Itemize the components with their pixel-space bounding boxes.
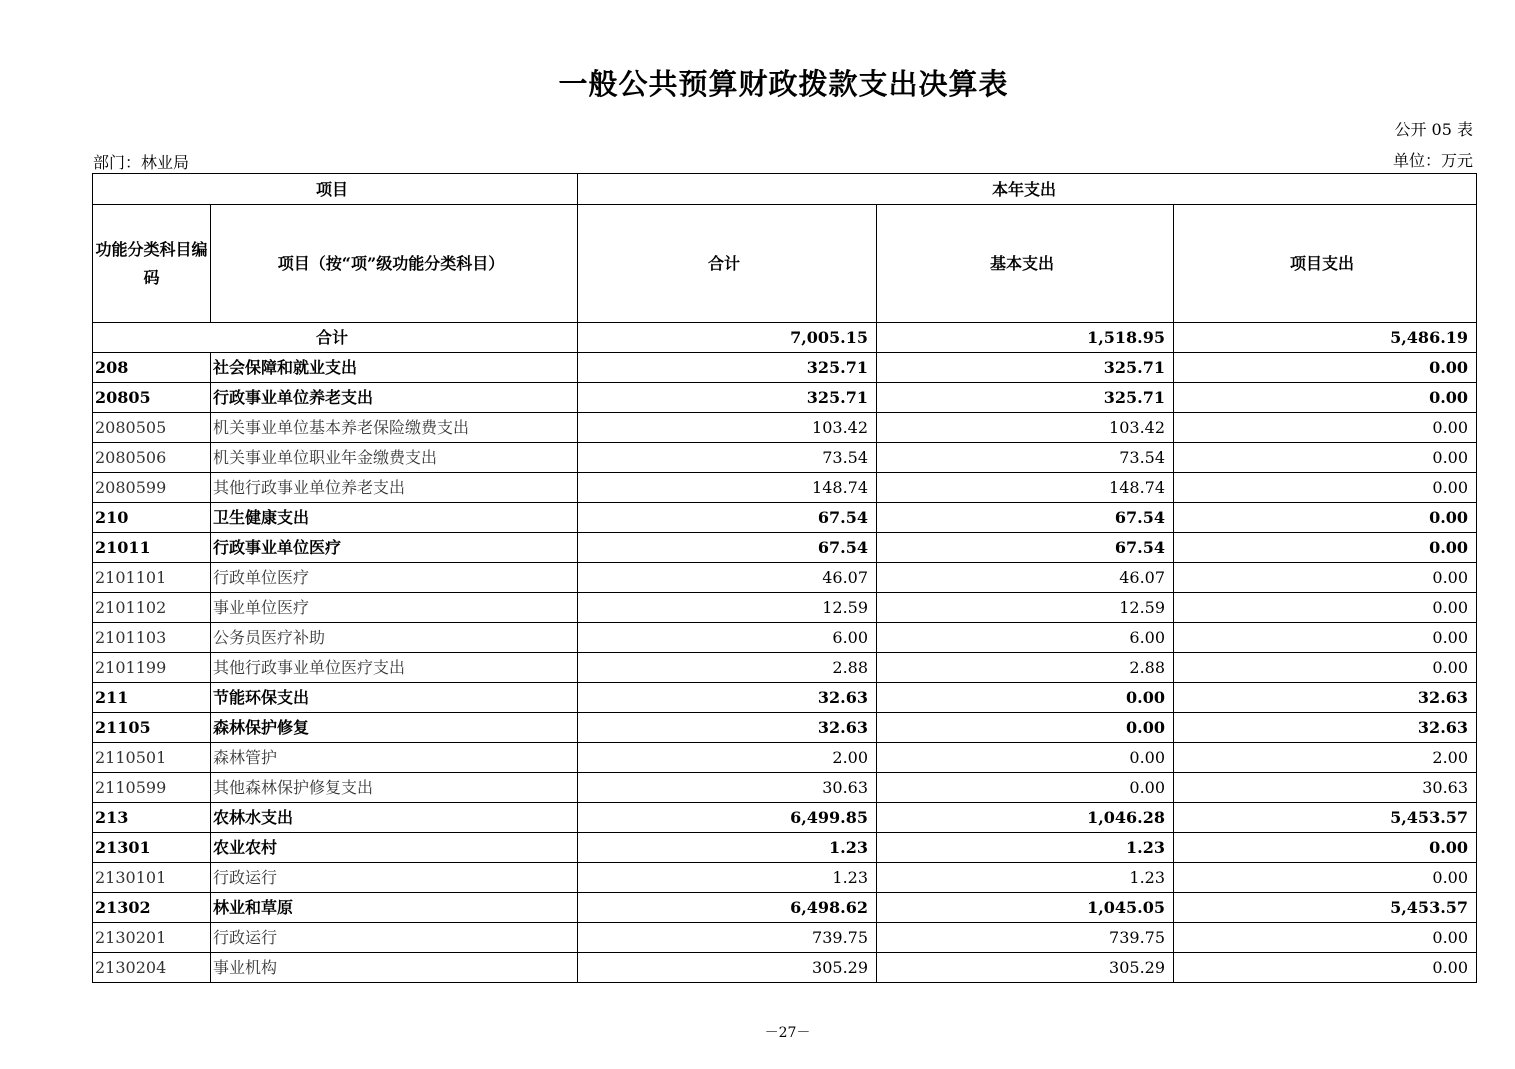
row-project: 32.63 bbox=[1174, 683, 1477, 713]
row-basic: 1,045.05 bbox=[877, 893, 1174, 923]
row-basic: 305.29 bbox=[877, 953, 1174, 983]
table-row bbox=[93, 503, 1477, 533]
table-row bbox=[93, 923, 1477, 953]
row-total: 103.42 bbox=[578, 413, 877, 443]
row-code: 20805 bbox=[93, 383, 211, 413]
row-name: 林业和草原 bbox=[211, 893, 578, 923]
row-code: 2080505 bbox=[93, 413, 211, 443]
row-basic: 73.54 bbox=[877, 443, 1174, 473]
row-total: 32.63 bbox=[578, 713, 877, 743]
row-project: 0.00 bbox=[1174, 443, 1477, 473]
row-name: 其他森林保护修复支出 bbox=[211, 773, 578, 803]
page-title: 一般公共预算财政拨款支出决算表 bbox=[558, 67, 1009, 101]
row-total: 325.71 bbox=[578, 383, 877, 413]
table-row bbox=[93, 683, 1477, 713]
row-project: 0.00 bbox=[1174, 953, 1477, 983]
row-basic: 739.75 bbox=[877, 923, 1174, 953]
row-basic: 103.42 bbox=[877, 413, 1174, 443]
header-project: 项目支出 bbox=[1174, 205, 1477, 323]
row-name: 行政事业单位养老支出 bbox=[211, 383, 578, 413]
row-total: 2.88 bbox=[578, 653, 877, 683]
row-project: 0.00 bbox=[1174, 623, 1477, 653]
table-row bbox=[93, 353, 1477, 383]
row-basic: 67.54 bbox=[877, 503, 1174, 533]
table-row bbox=[93, 863, 1477, 893]
row-total: 6,498.62 bbox=[578, 893, 877, 923]
row-basic: 0.00 bbox=[877, 773, 1174, 803]
row-code: 2101199 bbox=[93, 653, 211, 683]
row-code: 2130201 bbox=[93, 923, 211, 953]
row-code: 2110599 bbox=[93, 773, 211, 803]
row-name: 行政事业单位医疗 bbox=[211, 533, 578, 563]
row-name: 公务员医疗补助 bbox=[211, 623, 578, 653]
row-basic: 12.59 bbox=[877, 593, 1174, 623]
row-name: 行政运行 bbox=[211, 863, 578, 893]
row-total: 12.59 bbox=[578, 593, 877, 623]
row-project: 30.63 bbox=[1174, 773, 1477, 803]
header-name: 项目（按“项”级功能分类科目） bbox=[211, 205, 578, 323]
row-total: 32.63 bbox=[578, 683, 877, 713]
row-basic: 0.00 bbox=[877, 683, 1174, 713]
row-total: 1.23 bbox=[578, 863, 877, 893]
total-label: 合计 bbox=[93, 323, 578, 353]
total-basic: 1,518.95 bbox=[877, 323, 1174, 353]
row-project: 0.00 bbox=[1174, 353, 1477, 383]
row-code: 213 bbox=[93, 803, 211, 833]
row-code: 2110501 bbox=[93, 743, 211, 773]
department-label: 部门：林业局 bbox=[93, 153, 190, 172]
table-row bbox=[93, 953, 1477, 983]
table-row bbox=[93, 623, 1477, 653]
row-code: 21301 bbox=[93, 833, 211, 863]
form-number: 公开 05 表 bbox=[1394, 120, 1473, 139]
row-name: 森林管护 bbox=[211, 743, 578, 773]
header-total: 合计 bbox=[578, 205, 877, 323]
row-code: 2080599 bbox=[93, 473, 211, 503]
expenditure-table bbox=[92, 173, 1477, 983]
row-total: 67.54 bbox=[578, 503, 877, 533]
row-project: 0.00 bbox=[1174, 563, 1477, 593]
row-total: 739.75 bbox=[578, 923, 877, 953]
row-project: 0.00 bbox=[1174, 383, 1477, 413]
table-row bbox=[93, 653, 1477, 683]
total-project: 5,486.19 bbox=[1174, 323, 1477, 353]
table-row bbox=[93, 803, 1477, 833]
row-total: 73.54 bbox=[578, 443, 877, 473]
row-total: 1.23 bbox=[578, 833, 877, 863]
table-row bbox=[93, 833, 1477, 863]
row-project: 0.00 bbox=[1174, 833, 1477, 863]
row-name: 行政单位医疗 bbox=[211, 563, 578, 593]
row-project: 2.00 bbox=[1174, 743, 1477, 773]
row-basic: 67.54 bbox=[877, 533, 1174, 563]
row-basic: 6.00 bbox=[877, 623, 1174, 653]
header-row-top bbox=[93, 174, 1477, 205]
header-basic: 基本支出 bbox=[877, 205, 1174, 323]
row-total: 67.54 bbox=[578, 533, 877, 563]
row-code: 2130101 bbox=[93, 863, 211, 893]
table-row bbox=[93, 413, 1477, 443]
row-code: 21105 bbox=[93, 713, 211, 743]
row-name: 机关事业单位基本养老保险缴费支出 bbox=[211, 413, 578, 443]
row-basic: 2.88 bbox=[877, 653, 1174, 683]
row-name: 农林水支出 bbox=[211, 803, 578, 833]
header-row-sub bbox=[93, 205, 1477, 323]
total-total: 7,005.15 bbox=[578, 323, 877, 353]
table-row bbox=[93, 563, 1477, 593]
row-project: 5,453.57 bbox=[1174, 893, 1477, 923]
row-basic: 0.00 bbox=[877, 743, 1174, 773]
row-name: 其他行政事业单位养老支出 bbox=[211, 473, 578, 503]
table-row bbox=[93, 713, 1477, 743]
row-project: 0.00 bbox=[1174, 863, 1477, 893]
row-name: 农业农村 bbox=[211, 833, 578, 863]
row-basic: 325.71 bbox=[877, 353, 1174, 383]
header-current-year: 本年支出 bbox=[578, 174, 1477, 205]
row-basic: 0.00 bbox=[877, 713, 1174, 743]
unit-label: 单位：万元 bbox=[1392, 151, 1473, 170]
row-project: 0.00 bbox=[1174, 473, 1477, 503]
row-code: 2101102 bbox=[93, 593, 211, 623]
table-row bbox=[93, 743, 1477, 773]
table-row bbox=[93, 383, 1477, 413]
row-name: 卫生健康支出 bbox=[211, 503, 578, 533]
row-total: 2.00 bbox=[578, 743, 877, 773]
row-total: 6.00 bbox=[578, 623, 877, 653]
row-name: 行政运行 bbox=[211, 923, 578, 953]
row-project: 0.00 bbox=[1174, 593, 1477, 623]
row-basic: 1.23 bbox=[877, 863, 1174, 893]
row-project: 0.00 bbox=[1174, 503, 1477, 533]
row-total: 148.74 bbox=[578, 473, 877, 503]
row-project: 5,453.57 bbox=[1174, 803, 1477, 833]
row-code: 208 bbox=[93, 353, 211, 383]
row-code: 2101101 bbox=[93, 563, 211, 593]
header-item: 项目 bbox=[93, 174, 578, 205]
row-code: 2080506 bbox=[93, 443, 211, 473]
row-name: 事业机构 bbox=[211, 953, 578, 983]
row-basic: 1.23 bbox=[877, 833, 1174, 863]
table-row bbox=[93, 773, 1477, 803]
row-basic: 148.74 bbox=[877, 473, 1174, 503]
page-number: －27－ bbox=[764, 1025, 811, 1041]
row-total: 46.07 bbox=[578, 563, 877, 593]
table-row bbox=[93, 473, 1477, 503]
row-basic: 325.71 bbox=[877, 383, 1174, 413]
row-total: 30.63 bbox=[578, 773, 877, 803]
row-project: 0.00 bbox=[1174, 413, 1477, 443]
row-total: 325.71 bbox=[578, 353, 877, 383]
table-row bbox=[93, 443, 1477, 473]
row-code: 211 bbox=[93, 683, 211, 713]
row-project: 32.63 bbox=[1174, 713, 1477, 743]
table-row bbox=[93, 893, 1477, 923]
row-name: 森林保护修复 bbox=[211, 713, 578, 743]
row-code: 2130204 bbox=[93, 953, 211, 983]
row-total: 305.29 bbox=[578, 953, 877, 983]
header-code: 功能分类科目编码 bbox=[93, 205, 211, 323]
row-code: 210 bbox=[93, 503, 211, 533]
table-row bbox=[93, 533, 1477, 563]
row-name: 节能环保支出 bbox=[211, 683, 578, 713]
row-total: 6,499.85 bbox=[578, 803, 877, 833]
row-name: 机关事业单位职业年金缴费支出 bbox=[211, 443, 578, 473]
row-code: 21302 bbox=[93, 893, 211, 923]
row-code: 21011 bbox=[93, 533, 211, 563]
row-basic: 1,046.28 bbox=[877, 803, 1174, 833]
total-row bbox=[93, 323, 1477, 353]
row-project: 0.00 bbox=[1174, 923, 1477, 953]
row-project: 0.00 bbox=[1174, 533, 1477, 563]
table-row bbox=[93, 593, 1477, 623]
row-code: 2101103 bbox=[93, 623, 211, 653]
row-name: 社会保障和就业支出 bbox=[211, 353, 578, 383]
row-project: 0.00 bbox=[1174, 653, 1477, 683]
row-name: 其他行政事业单位医疗支出 bbox=[211, 653, 578, 683]
row-basic: 46.07 bbox=[877, 563, 1174, 593]
row-name: 事业单位医疗 bbox=[211, 593, 578, 623]
